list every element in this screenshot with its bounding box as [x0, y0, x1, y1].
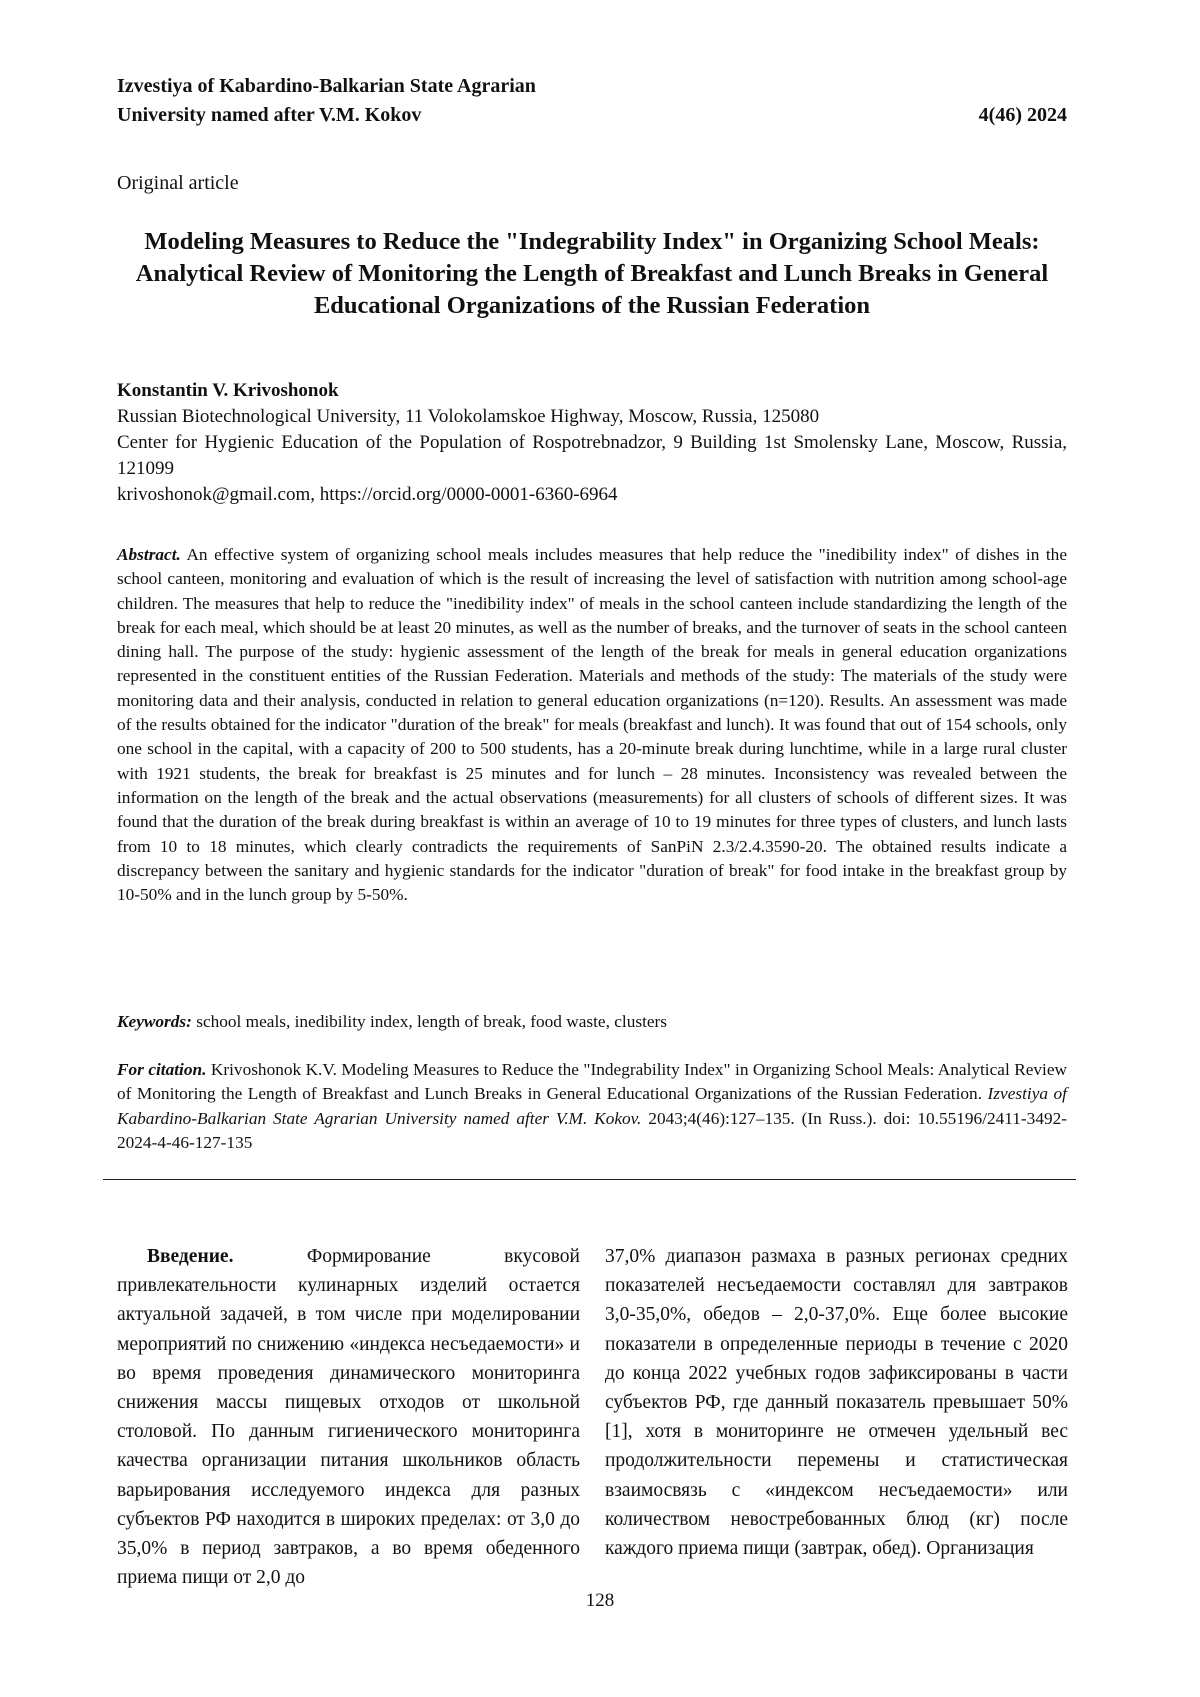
page-number: 128: [0, 1590, 1200, 1612]
author-contact[interactable]: krivoshonok@gmail.com, https://orcid.org/0000-0001-6360-6964: [117, 482, 1067, 508]
citation-label: For citation.: [117, 1060, 206, 1079]
keywords-label: Keywords:: [117, 1012, 192, 1031]
abstract: [117, 543, 1067, 907]
abstract-text: An effective system of organizing school meals includes measures that help reduce the "inedibility index" of dishes in the school canteen, monitoring and evaluation of which is the result of increasing the level of satisfaction with nutrition among school-age children. The measures that help to reduce the "inedibility index" of meals in the school canteen include standardizing the length of the break for each meal, which should be at least 20 minutes, as well as the number of breaks, and the turnover of seats in the school canteen dining hall. The purpose of the study: hygienic assessment of the length of the break for meals in general education organizations represented in the constituent entities of the Russian Federation. Materials and methods of the study: The materials of the study were monitoring data and their analysis, conducted in relation to general education organizations (n=120). Results. An assessment was made of the results obtained for the indicator "duration of the break" for meals (breakfast and lunch). It was found that out of 154 schools, only one school in the capital, with a capacity of 200 to 500 students, has a 20-minute break during lunchtime, while in a large rural cluster with 1921 students, the break for breakfast is 25 minutes and for lunch – 28 minutes. Inconsistency was revealed between the information on the length of the break and the actual observations (measurements) for all clusters of schools of different sizes. It was found that the duration of the break during breakfast is within an average of 10 to 19 minutes for three types of clusters, and lunch lasts from 10 to 18 minutes, which clearly contradicts the requirements of SanPiN 2.3/2.4.3590-20. The obtained results indicate a discrepancy between the sanitary and hygienic standards for the indicator "duration of break" for food intake in the breakfast group by 10-50% and in the lunch group by 5-50%.: [117, 545, 1067, 904]
journal-name-line2: University named after V.M. Kokov: [117, 101, 1067, 130]
journal-name-line1: Izvestiya of Kabardino-Balkarian State Agrarian: [117, 72, 1067, 101]
intro-text-right: 37,0% диапазон размаха в разных регионах средних показателей несъедаемости составлял для завтраков 3,0-35,0%, обедов – 2,0-37,0%. Еще более высокие показатели в определенные периоды в течение с 2020 до конца 2022 учебных годов зафиксированы в части субъектов РФ, где данный показатель превышает 50% [1], хотя в мониторинге не отмечен удельный вес продолжительности перемены и статистическая взаимосвязь с «индексом несъедаемости» или количеством невостребованных блюд (кг) после каждого приема пищи (завтрак, обед). Организация: [605, 1246, 1068, 1559]
intro-text-left: Формирование вкусовой привлекательности кулинарных изделий остается актуальной задачей, в том числе при моделировании мероприятий по снижению «индекса несъедаемости» и во время проведения динамического мониторинга снижения массы пищевых отходов от школьной столовой. По данным гигиенического мониторинга качества организации питания школьников область варьирования исследуемого индекса для разных субъектов РФ находится в широких пределах: от 3,0 до 35,0% в период завтраков, а во время обеденного приема пищи от 2,0 до: [117, 1246, 580, 1588]
journal-header: [117, 72, 1067, 130]
section-divider: [103, 1179, 1076, 1180]
author-name: Konstantin V. Krivoshonok: [117, 378, 1067, 404]
article-type: Original article: [117, 172, 239, 195]
citation-details: 2043;4(46):127–135. (In Russ.). doi: 10.55196/2411-3492-2024-4-46-127-135: [117, 1109, 1067, 1152]
citation: [117, 1058, 1067, 1155]
author-block: [117, 378, 1067, 508]
affiliation-2: Center for Hygienic Education of the Population of Rospotrebnadzor, 9 Building 1st Smolensky Lane, Moscow, Russia, 121099: [117, 430, 1067, 482]
article-title: Modeling Measures to Reduce the "Indegrability Index" in Organizing School Meals: Analytical Review of Monitoring the Length of Breakfast and Lunch Breaks in General Educational Organizations of the Russian Federation: [117, 226, 1067, 322]
body-column-left: [117, 1242, 580, 1592]
citation-text: Krivoshonok K.V. Modeling Measures to Reduce the "Indegrability Index" in Organizing School Meals: Analytical Review of Monitoring the Length of Breakfast and Lunch Breaks in General Educational Organizations of the Russian Federation.: [117, 1060, 1067, 1103]
intro-heading: Введение.: [147, 1246, 233, 1267]
keywords: [117, 1010, 1067, 1034]
citation-journal: Izvestiya of Kabardino-Balkarian State Agrarian University named after V.M. Kokov.: [117, 1084, 1067, 1127]
abstract-label: Abstract.: [117, 545, 181, 564]
body-column-right: [605, 1242, 1068, 1563]
keywords-text: school meals, inedibility index, length of break, food waste, clusters: [196, 1012, 667, 1031]
affiliation-1: Russian Biotechnological University, 11 Volokolamskoe Highway, Moscow, Russia, 125080: [117, 404, 1067, 430]
issue-number: 4(46) 2024: [979, 101, 1067, 130]
